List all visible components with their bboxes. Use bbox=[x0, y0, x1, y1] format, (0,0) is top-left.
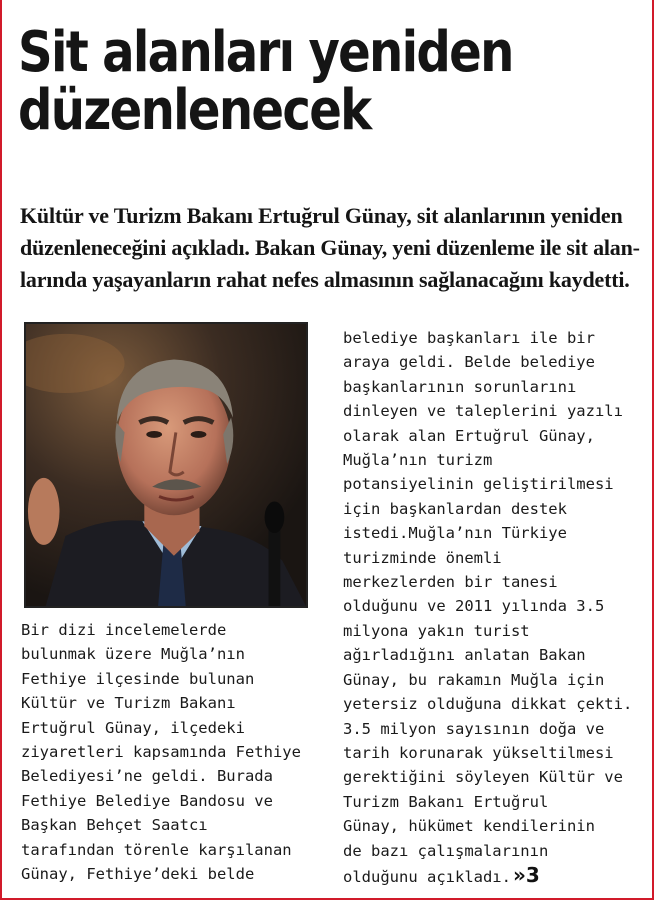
body-line: potansiyelinin geliştirilmesi bbox=[343, 475, 614, 494]
headline-line: Sit alanları yeniden bbox=[18, 20, 513, 85]
body-line: Fethiye Belediye Bandosu ve bbox=[21, 791, 273, 810]
body-line: başkanlarının sorunlarını bbox=[343, 377, 577, 396]
body-line: olarak alan Ertuğrul Günay, bbox=[343, 426, 595, 445]
body-line: milyona yakın turist bbox=[343, 621, 530, 640]
body-line: Turizm Bakanı Ertuğrul bbox=[343, 792, 549, 811]
body-line: için başkanlardan destek bbox=[343, 499, 567, 518]
body-line: Fethiye ilçesinde bulunan bbox=[21, 669, 255, 688]
body-line: Muğla’nın turizm bbox=[343, 451, 493, 470]
body-line-last bbox=[343, 863, 632, 889]
portrait-illustration bbox=[26, 324, 306, 606]
continuation-marker: »3 bbox=[512, 862, 540, 887]
body-line: de bazı çalışmalarının bbox=[343, 841, 549, 860]
body-line: Başkan Behçet Saatcı bbox=[21, 816, 208, 835]
body-line: turizminde önemli bbox=[343, 548, 502, 567]
body-line-text: olduğunu açıkladı. bbox=[343, 867, 511, 886]
body-line: Günay, hükümet kendilerinin bbox=[343, 817, 595, 836]
lead-paragraph bbox=[20, 200, 646, 296]
body-line: belediye başkanları ile bir bbox=[343, 329, 595, 347]
body-line: Günay, Fethiye’deki belde bbox=[21, 865, 255, 884]
headline-line: düzenlenecek bbox=[18, 78, 371, 143]
body-line: Ertuğrul Günay, ilçedeki bbox=[21, 718, 245, 737]
body-line: tarafından törenle karşılanan bbox=[21, 840, 292, 859]
body-line: olduğunu ve 2011 yılında 3.5 bbox=[343, 597, 605, 616]
lead-line: larında yaşayanların rahat nefes almasının sağlanacağını kaydetti. bbox=[20, 267, 630, 292]
body-line: tarih korunarak yükseltilmesi bbox=[343, 743, 614, 762]
body-line: 3.5 milyon sayısının doğa ve bbox=[343, 719, 605, 738]
body-line: merkezlerden bir tanesi bbox=[343, 573, 558, 592]
body-line: Günay, bu rakamın Muğla için bbox=[343, 670, 605, 689]
body-line: yetersiz olduğuna dikkat çekti. bbox=[343, 695, 633, 714]
body-line: araya geldi. Belde belediye bbox=[343, 353, 595, 372]
body-line: dinleyen ve taleplerini yazılı bbox=[343, 402, 623, 421]
body-line: Kültür ve Turizm Bakanı bbox=[21, 694, 236, 713]
body-line: istedi.Muğla’nın Türkiye bbox=[343, 524, 567, 543]
right-column bbox=[343, 326, 632, 889]
body-line: Bir dizi incelemelerde bbox=[21, 621, 227, 639]
body-line: bulunmak üzere Muğla’nın bbox=[21, 645, 245, 664]
body-line: ağırladığını anlatan Bakan bbox=[343, 646, 586, 665]
body-line: Belediyesi’ne geldi. Burada bbox=[21, 767, 273, 786]
portrait-photo bbox=[24, 322, 308, 608]
lead-line: düzenleneceğini açıkladı. Bakan Günay, yeni düzenleme ile sit alan- bbox=[20, 235, 640, 260]
headline bbox=[18, 20, 560, 143]
lead-line: Kültür ve Turizm Bakanı Ertuğrul Günay, sit alanlarının yeniden bbox=[20, 203, 623, 228]
body-line: gerektiğini söyleyen Kültür ve bbox=[343, 768, 623, 787]
left-column bbox=[21, 618, 301, 886]
body-line: ziyaretleri kapsamında Fethiye bbox=[21, 743, 301, 762]
